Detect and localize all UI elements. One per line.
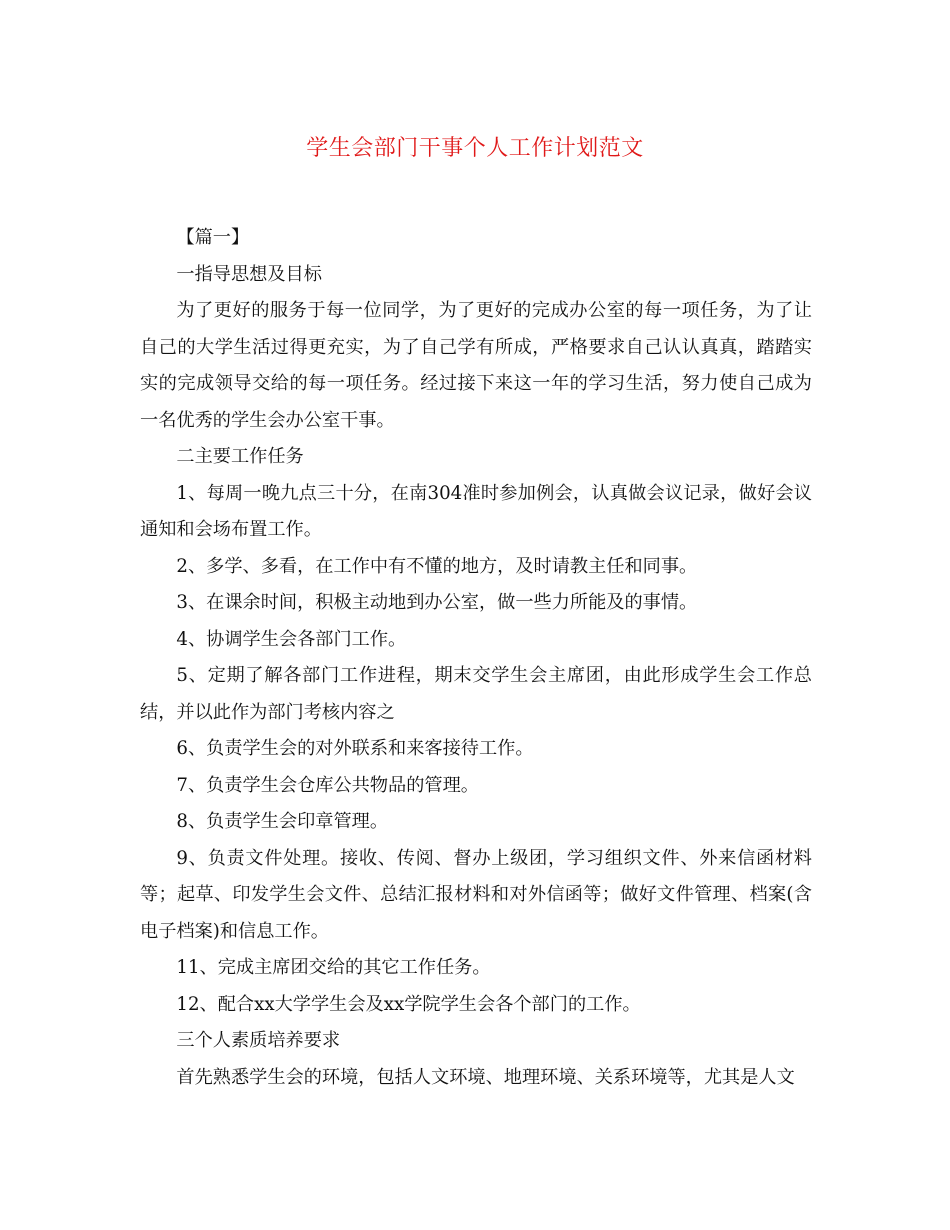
task-item-7: 7、负责学生会仓库公共物品的管理。 (176, 774, 479, 796)
task-item-3: 3、在课余时间，积极主动地到办公室，做一些力所能及的事情。 (176, 592, 698, 613)
task-item-12: 12、配合xx大学学生会及xx学院学生会各个部门的工作。 (176, 993, 641, 1015)
task-item-6: 6、负责学生会的对外联系和来客接待工作。 (176, 738, 534, 759)
task-item-8: 8、负责学生会印章管理。 (176, 811, 389, 832)
paragraph-goals: 为了更好的服务于每一位同学，为了更好的完成办公室的每一项任务，为了让自己的大学生活过得更充实，为了自己学有所成，严格要求自己认认真真，踏踏实实的完成领导交给的每一项任务。经过接下来这一年的学习生活，努力使自己成为一名优秀的学生会办公室干事。 (140, 300, 812, 431)
document-title: 学生会部门干事个人工作计划范文 (306, 136, 644, 161)
heading-personal-quality: 三个人素质培养要求 (176, 1030, 341, 1051)
task-item-11: 11、完成主席团交给的其它工作任务。 (176, 957, 491, 978)
task-item-1: 1、每周一晚九点三十分，在南304准时参加例会，认真做会议记录，做好会议通知和会场布置工作。 (140, 482, 812, 540)
heading-guiding-ideas: 一指导思想及目标 (176, 263, 322, 285)
task-item-9: 9、负责文件处理。接收、传阅、督办上级团，学习组织文件、外来信函材料等；起草、印发学生会文件、总结汇报材料和对外信函等；做好文件管理、档案(含电子档案)和信息工作。 (140, 847, 812, 942)
document-body (140, 220, 812, 1096)
section-tag: 【篇一】 (176, 227, 250, 248)
task-item-4: 4、协调学生会各部门工作。 (176, 628, 407, 650)
paragraph-environment: 首先熟悉学生会的环境，包括人文环境、地理环境、关系环境等，尤其是人文 (176, 1066, 795, 1088)
task-item-5: 5、定期了解各部门工作进程，期末交学生会主席团，由此形成学生会工作总结，并以此作为部门考核内容之 (140, 665, 812, 723)
heading-main-tasks: 二主要工作任务 (176, 446, 304, 467)
task-item-2: 2、多学、多看，在工作中有不懂的地方，及时请教主任和同事。 (176, 555, 698, 577)
